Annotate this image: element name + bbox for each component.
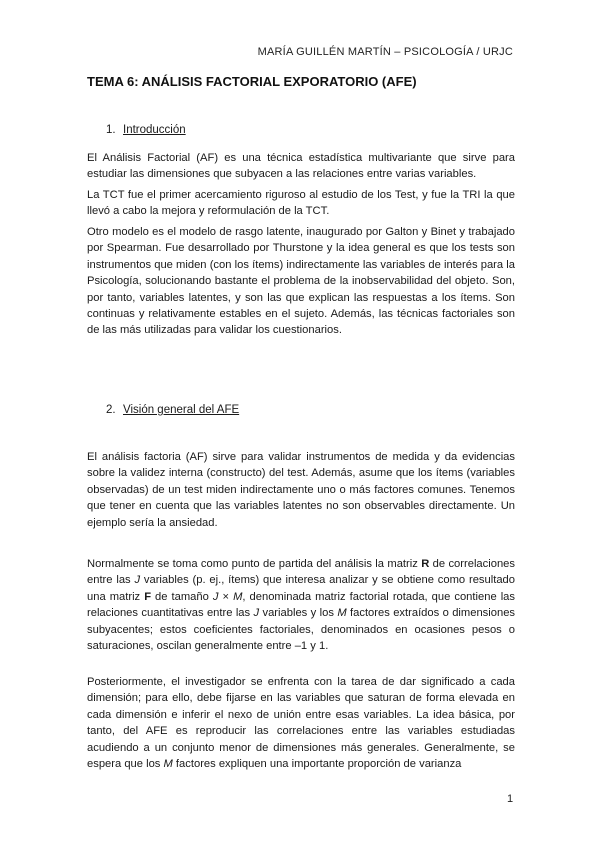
section-heading-introduccion bbox=[106, 124, 186, 136]
paragraph: La TCT fue el primer acercamiento riguroso al estudio de los Test, y fue la TRI la que llevó a cabo la mejora y reformulación de la TCT. bbox=[87, 189, 515, 218]
section-heading-vision-general bbox=[106, 404, 239, 416]
section-number: 1. bbox=[106, 124, 116, 136]
paragraph: El Análisis Factorial (AF) es una técnica estadística multivariante que sirve para estudiar las dimensiones que subyacen a las relaciones entre varias variables. bbox=[87, 152, 515, 181]
paragraph: El análisis factoria (AF) sirve para validar instrumentos de medida y da evidencias sobre la validez interna (constructo) del test. Además, asume que los ítems (variables observadas) de un test miden indirectamente uno o más factores comunes. Tenemos que tener en cuenta que las variables latentes no son observables directamente. Un ejemplo sería la ansiedad. bbox=[87, 451, 515, 529]
section-title: Visión general del AFE bbox=[123, 404, 240, 416]
paragraph-final: Posteriormente, el investigador se enfrenta con la tarea de dar significado a cada dimensión; para ello, debe fijarse en las variables que saturan de forma elevada en cada dimensión e inferir el nexo de unión entre esas variables. La idea básica, por tanto, del AFE es reproducir las correlaciones entre las variables estudiadas acudiendo a un conjunto menor de dimensiones más generales. Generalmente, se espera que los M factores expliquen una importante proporción de varianza bbox=[87, 676, 515, 771]
section-number: 2. bbox=[106, 404, 116, 416]
section-title: Introducción bbox=[123, 124, 186, 136]
page-number: 1 bbox=[507, 793, 514, 805]
running-header: MARÍA GUILLÉN MARTÍN – PSICOLOGÍA / URJC bbox=[257, 46, 513, 58]
paragraph-matrix: Normalmente se toma como punto de partida del análisis la matriz R de correlaciones entre las J variables (p. ej., ítems) que interesa analizar y se obtiene como resultado una matriz F de tamaño J × M, denominada matriz factorial rotada, que contiene las relaciones cuantitativas entre las J variables y los M factores extraídos o dimensiones subyacentes; estos coeficientes factoriales, denominados en ocasiones pesos o saturaciones, oscilan generalmente entre –1 y 1. bbox=[87, 558, 516, 653]
document-title: TEMA 6: ANÁLISIS FACTORIAL EXPORATORIO (AFE) bbox=[87, 74, 417, 89]
paragraph: Otro modelo es el modelo de rasgo latente, inaugurado por Galton y Binet y trabajado por Spearman. Fue desarrollado por Thurstone y la idea general es que los tests son instrumentos que miden (con los ítems) indirectamente las variables de interés para la Psicología, solucionando bastante el problema de la inobservabilidad del objeto. Son, por tanto, variables latentes, y son las que explican las respuestas a los ítems. Son continuas y relativamente estables en el sujeto. Además, las técnicas factoriales son de las más utilizadas para validar los cuestionarios. bbox=[87, 226, 515, 337]
